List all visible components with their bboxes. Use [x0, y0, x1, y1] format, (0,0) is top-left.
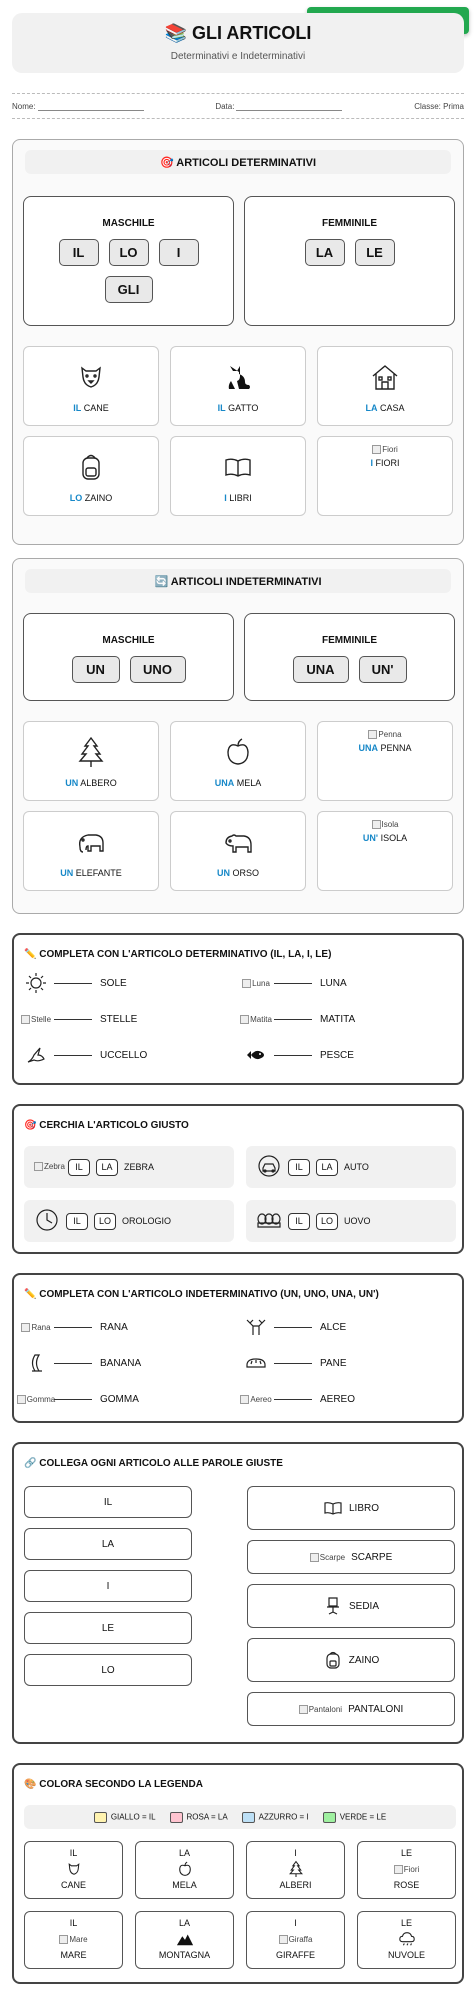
date-field[interactable]: Data:	[215, 102, 342, 111]
color-card[interactable]: IL Mare MARE	[24, 1911, 123, 1969]
cloud-icon	[398, 1930, 416, 1948]
image-placeholder: Gomma	[17, 1395, 55, 1404]
answer-line[interactable]	[274, 1327, 312, 1328]
article-box[interactable]: IL	[24, 1486, 192, 1518]
color-card[interactable]: LE NUVOLE	[357, 1911, 456, 1969]
apple-icon	[176, 1860, 194, 1878]
apple-icon	[221, 735, 255, 769]
option-button[interactable]: LO	[316, 1213, 338, 1230]
section-title: 🎯 ARTICOLI DETERMINATIVI	[25, 150, 451, 174]
word-box[interactable]: Pantaloni PANTALONI	[247, 1692, 455, 1726]
bread-icon	[245, 1352, 267, 1374]
example-card: UNA MELA	[170, 721, 306, 801]
example-card: Isola UN' ISOLA	[317, 811, 453, 891]
example-card: IL GATTO	[170, 346, 306, 426]
masculine-box	[23, 196, 234, 326]
book-icon	[221, 450, 255, 484]
example-card: UN ELEFANTE	[23, 811, 159, 891]
answer-line[interactable]	[54, 1055, 92, 1056]
exercise-title: 🔗 COLLEGA OGNI ARTICOLO ALLE PAROLE GIUSTE	[24, 1458, 283, 1469]
image-placeholder: Scarpe	[310, 1553, 345, 1562]
banana-icon	[25, 1352, 47, 1374]
mountain-icon	[176, 1930, 194, 1948]
exercise-determinativo	[12, 933, 464, 1085]
fill-item: BANANA	[24, 1351, 141, 1375]
option-button[interactable]: IL	[288, 1159, 310, 1176]
color-card[interactable]: LE Fiori ROSE	[357, 1841, 456, 1899]
color-card[interactable]: LA MONTAGNA	[135, 1911, 234, 1969]
image-placeholder: Zebra	[34, 1162, 65, 1171]
answer-line[interactable]	[274, 983, 312, 984]
example-card: UN ORSO	[170, 811, 306, 891]
example-card: UN ALBERO	[23, 721, 159, 801]
masculine-title: MASCHILE	[102, 635, 155, 646]
answer-line[interactable]	[274, 1399, 312, 1400]
fill-item: SOLE	[24, 971, 127, 995]
image-placeholder: Fiori	[372, 445, 398, 454]
option-button[interactable]: LA	[316, 1159, 338, 1176]
article-una: UNA	[293, 656, 349, 683]
option-button[interactable]: IL	[288, 1213, 310, 1230]
image-placeholder: Fiori	[394, 1865, 420, 1874]
article-un: UN	[72, 656, 120, 683]
backpack-icon	[74, 450, 108, 484]
option-button[interactable]: IL	[68, 1159, 90, 1176]
article-un-apostrophe: UN'	[359, 656, 407, 683]
article-i: I	[159, 239, 199, 266]
example-card: IL CANE	[23, 346, 159, 426]
image-placeholder: Pantaloni	[299, 1705, 342, 1714]
article-lo: LO	[109, 239, 149, 266]
answer-line[interactable]	[274, 1019, 312, 1020]
choice-item: Zebra IL LA ZEBRA	[24, 1146, 234, 1188]
feminine-title: FEMMINILE	[322, 635, 377, 646]
article-box[interactable]: LA	[24, 1528, 192, 1560]
fill-item: PANE	[244, 1351, 347, 1375]
article-uno: UNO	[130, 656, 186, 683]
answer-line[interactable]	[54, 1327, 92, 1328]
backpack-icon	[323, 1650, 343, 1670]
name-field[interactable]: Nome:	[12, 102, 144, 111]
dog-icon	[74, 360, 108, 394]
book-icon	[323, 1498, 343, 1518]
exercise-title: ✏️ COMPLETA CON L'ARTICOLO INDETERMINATIVO (UN, UNO, UNA, UN')	[24, 1289, 379, 1300]
page-subtitle: Determinativi e Indeterminativi	[170, 51, 306, 62]
moose-icon	[245, 1316, 267, 1338]
image-placeholder: Giraffa	[279, 1935, 313, 1944]
example-card: Fiori I FIORI	[317, 436, 453, 516]
image-placeholder: Mare	[59, 1935, 87, 1944]
student-info-bar	[12, 93, 464, 119]
option-button[interactable]: LO	[94, 1213, 116, 1230]
color-card[interactable]: IL CANE	[24, 1841, 123, 1899]
fill-item: Luna LUNA	[244, 971, 347, 995]
exercise-title: 🎯 CERCHIA L'ARTICOLO GIUSTO	[24, 1120, 189, 1131]
example-card: LO ZAINO	[23, 436, 159, 516]
fill-item: Rana RANA	[24, 1315, 128, 1339]
example-card: LA CASA	[317, 346, 453, 426]
choice-item: IL LO OROLOGIO	[24, 1200, 234, 1242]
fill-item: ALCE	[244, 1315, 346, 1339]
article-le: LE	[355, 239, 395, 266]
section-determinativi	[12, 139, 464, 545]
car-icon	[256, 1153, 282, 1179]
dog-icon	[65, 1860, 83, 1878]
option-button[interactable]: LA	[96, 1159, 118, 1176]
answer-line[interactable]	[274, 1363, 312, 1364]
fill-item: Aereo AEREO	[244, 1387, 355, 1411]
clock-icon	[34, 1207, 60, 1233]
image-placeholder: Isola	[372, 820, 399, 829]
feminine-title: FEMMINILE	[322, 218, 377, 229]
image-placeholder: Matita	[240, 1015, 272, 1024]
article-il: IL	[59, 239, 99, 266]
exercise-title: ✏️ COMPLETA CON L'ARTICOLO DETERMINATIVO (IL, LA, I, LE)	[24, 949, 332, 960]
word-box[interactable]: Scarpe SCARPE	[247, 1540, 455, 1574]
word-box[interactable]: ZAINO	[247, 1638, 455, 1682]
choice-item: IL LO UOVO	[246, 1200, 456, 1242]
answer-line[interactable]	[54, 1363, 92, 1364]
fill-item: Matita MATITA	[244, 1007, 355, 1031]
article-gli: GLI	[105, 276, 153, 303]
answer-line[interactable]	[54, 983, 92, 984]
elephant-icon	[74, 825, 108, 859]
word-box[interactable]: LIBRO	[247, 1486, 455, 1530]
class-label: Classe: Prima	[414, 101, 464, 111]
tree-icon	[74, 735, 108, 769]
section-indeterminativi	[12, 558, 464, 914]
fish-icon	[245, 1044, 267, 1066]
fill-item: PESCE	[244, 1043, 354, 1067]
color-legend	[24, 1805, 456, 1829]
exercise-title: 🎨 COLORA SECONDO LA LEGENDA	[24, 1779, 203, 1790]
tree-icon	[287, 1860, 305, 1878]
article-box[interactable]: I	[24, 1570, 192, 1602]
image-placeholder: Stelle	[21, 1015, 51, 1024]
chair-icon	[323, 1596, 343, 1616]
exercise-collega	[12, 1442, 464, 1744]
article-la: LA	[305, 239, 345, 266]
word-box[interactable]: SEDIA	[247, 1584, 455, 1628]
cat-icon	[221, 360, 255, 394]
section-title: 🔄 ARTICOLI INDETERMINATIVI	[25, 569, 451, 593]
feminine-box	[244, 613, 455, 701]
example-card: I LIBRI	[170, 436, 306, 516]
option-button[interactable]: IL	[66, 1213, 88, 1230]
bird-icon	[25, 1044, 47, 1066]
masculine-title: MASCHILE	[102, 218, 155, 229]
sun-icon	[25, 972, 47, 994]
exercise-colora	[12, 1763, 464, 1984]
legend-item: VERDE = LE	[323, 1812, 386, 1823]
answer-line[interactable]	[54, 1019, 92, 1020]
article-box[interactable]: LO	[24, 1654, 192, 1686]
page-title: 📚 GLI ARTICOLI	[164, 23, 312, 43]
fill-item: Stelle STELLE	[24, 1007, 137, 1031]
answer-line[interactable]	[54, 1399, 92, 1400]
fill-item: Gomma GOMMA	[24, 1387, 139, 1411]
bear-icon	[221, 825, 255, 859]
feminine-box	[244, 196, 455, 326]
color-card[interactable]: LA MELA	[135, 1841, 234, 1899]
eggs-icon	[256, 1207, 282, 1233]
fill-item: UCCELLO	[24, 1043, 147, 1067]
house-icon	[368, 360, 402, 394]
legend-item: GIALLO = IL	[94, 1812, 156, 1823]
example-card: Penna UNA PENNA	[317, 721, 453, 801]
masculine-box	[23, 613, 234, 701]
legend-item: ROSA = LA	[170, 1812, 228, 1823]
answer-line[interactable]	[274, 1055, 312, 1056]
legend-item: AZZURRO = I	[242, 1812, 309, 1823]
page-header	[12, 13, 464, 73]
image-placeholder: Luna	[242, 979, 270, 988]
choice-item: IL LA AUTO	[246, 1146, 456, 1188]
image-placeholder: Penna	[368, 730, 401, 739]
article-box[interactable]: LE	[24, 1612, 192, 1644]
color-card[interactable]: I Giraffa GIRAFFE	[246, 1911, 345, 1969]
exercise-indeterminativo	[12, 1273, 464, 1423]
image-placeholder: Rana	[21, 1323, 50, 1332]
color-card[interactable]: I ALBERI	[246, 1841, 345, 1899]
exercise-cerchia	[12, 1104, 464, 1254]
image-placeholder: Aereo	[240, 1395, 271, 1404]
